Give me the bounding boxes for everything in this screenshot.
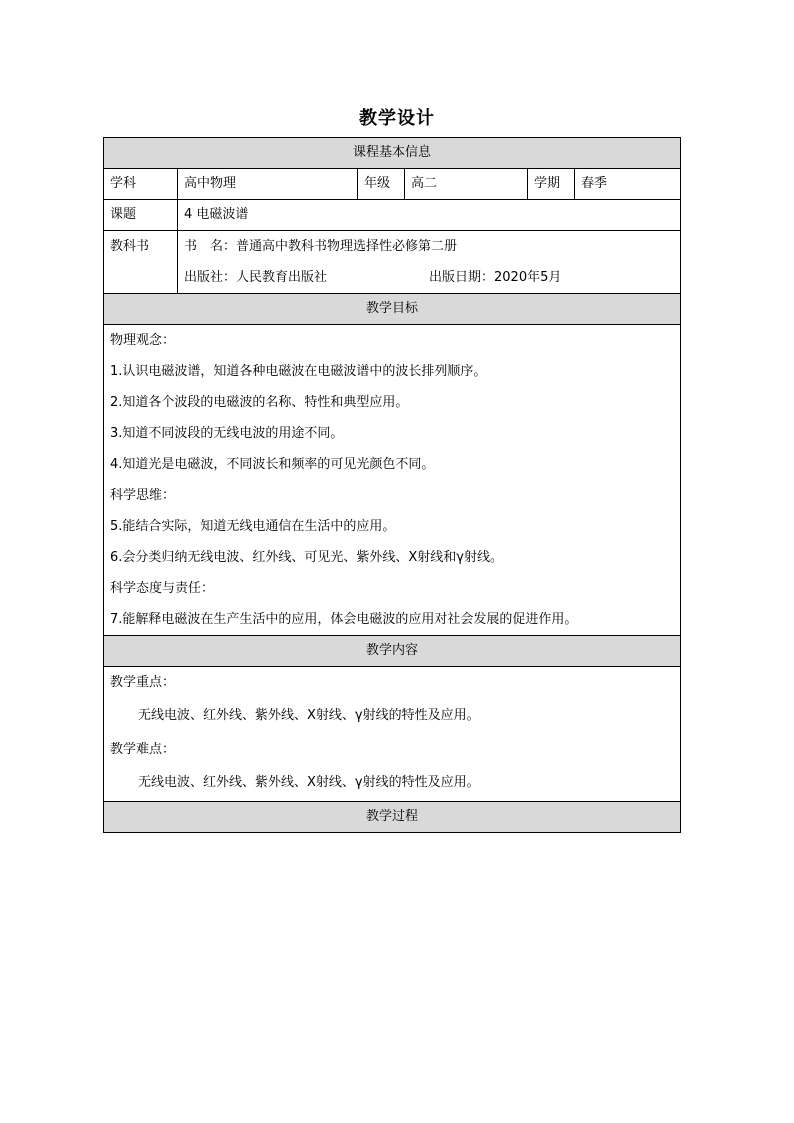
objective-line: 7.能解释电磁波在生产生活中的应用，体会电磁波的应用对社会发展的促进作用。 (110, 612, 578, 627)
topic-row (104, 200, 681, 231)
basic-info-header: 课程基本信息 (104, 138, 681, 169)
lesson-plan-table (103, 137, 681, 833)
basic-info-header-row (104, 138, 681, 169)
objectives-header: 教学目标 (104, 294, 681, 325)
objective-line: 6.会分类归纳无线电波、红外线、可见光、紫外线、X射线和γ射线。 (110, 550, 504, 565)
objective-line: 1.认识电磁波谱，知道各种电磁波在电磁波谱中的波长排列顺序。 (110, 364, 487, 379)
process-header: 教学过程 (104, 802, 681, 833)
publisher-text: 出版社：人民教育出版社 (184, 270, 328, 285)
content-cell (104, 667, 681, 802)
objective-line: 4.知道光是电磁波，不同波长和频率的可见光颜色不同。 (110, 457, 435, 472)
subject-value: 高中物理 (178, 169, 358, 200)
objectives-header-row (104, 294, 681, 325)
publisher-date-line (184, 262, 674, 293)
objective-line: 科学态度与责任： (110, 581, 215, 596)
term-label: 学期 (528, 169, 575, 200)
textbook-label-cell (104, 231, 178, 294)
publish-date-text: 出版日期：2020年5月 (429, 270, 562, 285)
content-row (104, 667, 681, 802)
difficult-points-label: 教学难点： (110, 742, 176, 757)
topic-label: 课题 (104, 200, 178, 231)
grade-label: 年级 (358, 169, 405, 200)
textbook-label: 教科书 (110, 239, 150, 254)
subject-row (104, 169, 681, 200)
objectives-row (104, 325, 681, 636)
content-header: 教学内容 (104, 636, 681, 667)
textbook-info-cell (178, 231, 681, 294)
textbook-row (104, 231, 681, 294)
document-title: 教学设计 (359, 108, 435, 129)
term-value: 春季 (575, 169, 681, 200)
objective-line: 物理观念： (110, 333, 176, 348)
objectives-cell (104, 325, 681, 636)
objective-line: 3.知道不同波段的无线电波的用途不同。 (110, 426, 344, 441)
content-header-row (104, 636, 681, 667)
objective-line: 5.能结合实际，知道无线电通信在生活中的应用。 (110, 519, 396, 534)
difficult-points-text: 无线电波、红外线、紫外线、X射线、γ射线的特性及应用。 (138, 775, 480, 790)
book-name-line: 书 名：普通高中教科书物理选择性必修第二册 (184, 239, 458, 254)
process-header-row (104, 802, 681, 833)
grade-value: 高二 (405, 169, 528, 200)
key-points-label: 教学重点： (110, 675, 176, 690)
topic-value: 4 电磁波谱 (178, 200, 681, 231)
key-points-text: 无线电波、红外线、紫外线、X射线、γ射线的特性及应用。 (138, 708, 480, 723)
objective-line: 科学思维： (110, 488, 176, 503)
subject-label: 学科 (104, 169, 178, 200)
objective-line: 2.知道各个波段的电磁波的名称、特性和典型应用。 (110, 395, 409, 410)
